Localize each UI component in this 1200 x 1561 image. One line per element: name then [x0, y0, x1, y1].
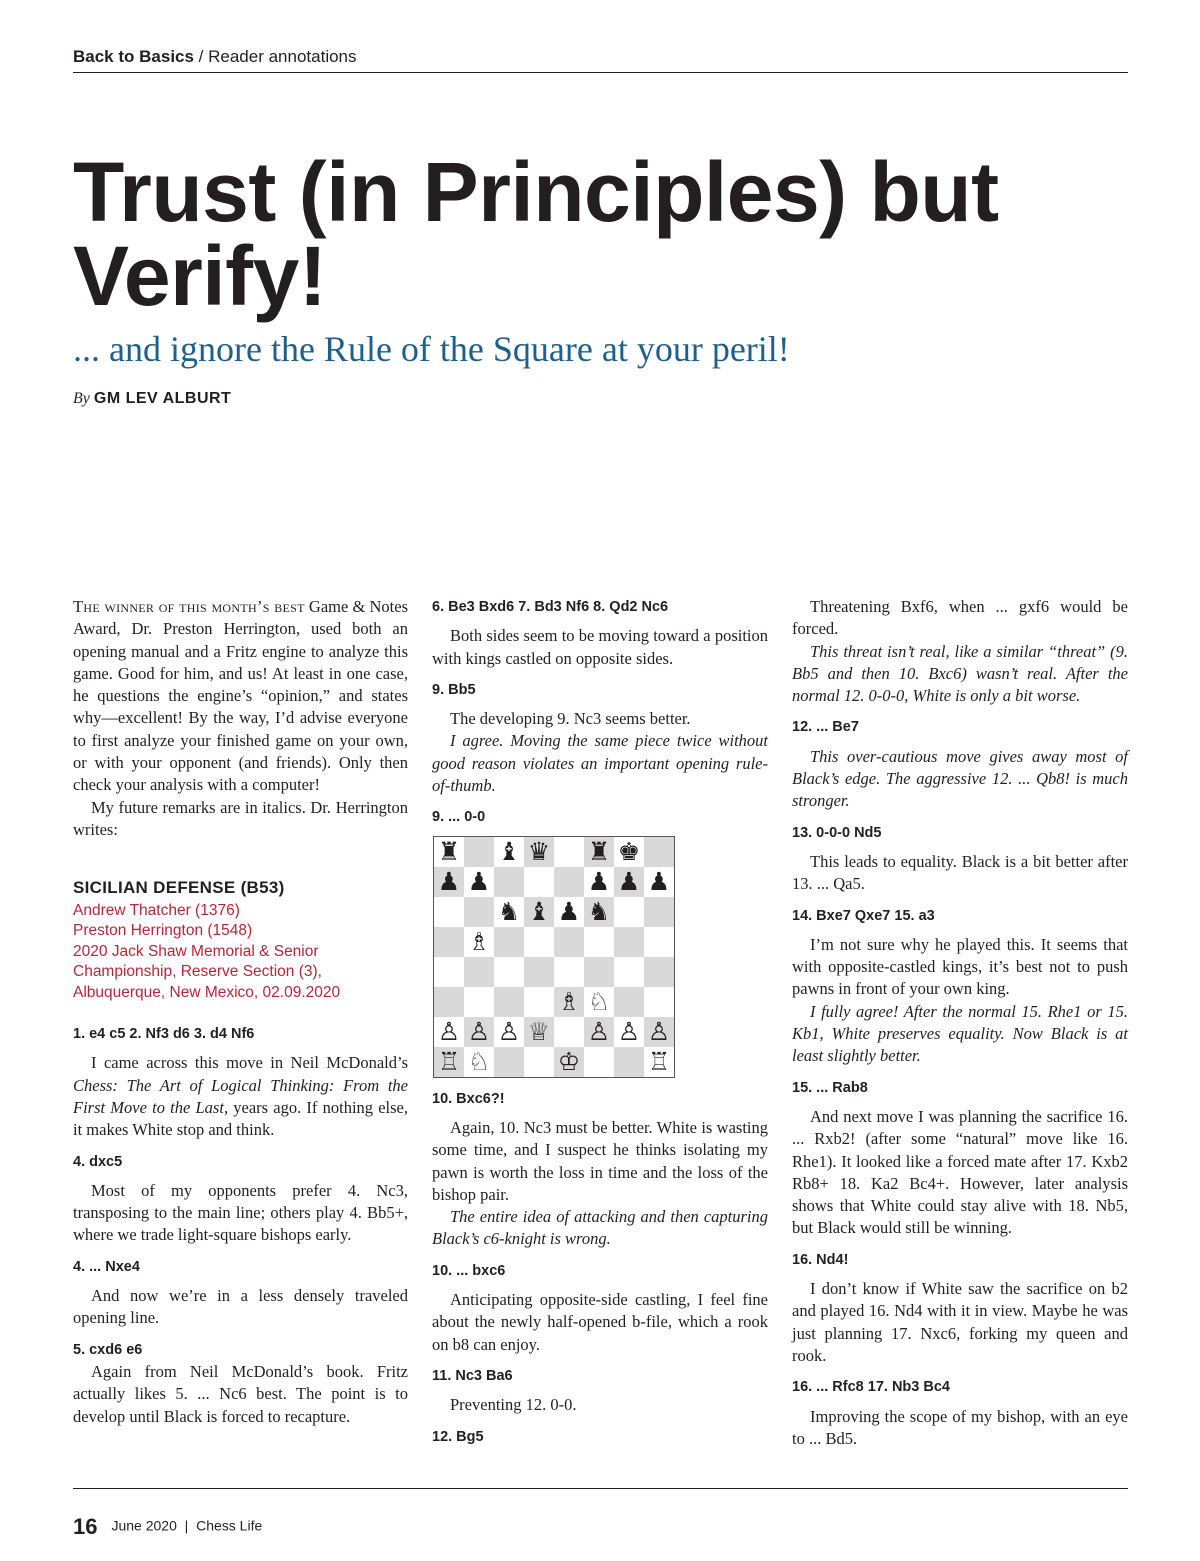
- paragraph: Preventing 12. 0-0.: [450, 1395, 577, 1415]
- board-square: [644, 987, 674, 1017]
- board-square: [614, 987, 644, 1017]
- magazine-name: Chess Life: [196, 1517, 263, 1534]
- page-footer: [73, 1514, 262, 1540]
- move-heading: 9. Bb5: [432, 681, 476, 698]
- move-heading: 16. ... Rfc8 17. Nb3 Bc4: [792, 1379, 950, 1396]
- column-1: [73, 596, 408, 1428]
- move-heading: 9. ... 0-0: [432, 809, 486, 826]
- board-square: [494, 957, 524, 987]
- board-square: [524, 1047, 554, 1077]
- byline-author: GM LEV ALBURT: [93, 390, 232, 407]
- board-square: [554, 867, 584, 897]
- board-square: [614, 897, 644, 927]
- paragraph: Improving the scope of my bishop, with an eye to ... Bd5.: [792, 1406, 1128, 1448]
- issue-date: June 2020: [111, 1517, 177, 1534]
- move-heading: 16. Nd4!: [792, 1251, 849, 1268]
- paragraph: Again from Neil McDonald’s book. Fritz actually likes 5. ... Nc6 best. The point is to develop until Black is forced to recapture.: [73, 1361, 408, 1426]
- column-2: [432, 596, 768, 1455]
- chess-diagram: [433, 836, 675, 1078]
- board-square: [554, 837, 584, 867]
- black-bishop-icon: ♝: [524, 897, 554, 927]
- intro-small-caps: The winner of this month’s best: [73, 597, 305, 616]
- board-square: [524, 987, 554, 1017]
- white-pawn-icon: ♙: [434, 1017, 464, 1047]
- board-square: [644, 837, 674, 867]
- move-heading: 12. Bg5: [432, 1428, 484, 1445]
- black-pawn-icon: ♟: [434, 867, 464, 897]
- board-square: [464, 897, 494, 927]
- paragraph: Threatening Bxf6, when ... gxf6 would be forced.: [792, 597, 1128, 639]
- editor-comment: The entire idea of attacking and then capturing Black’s c6-knight is wrong.: [432, 1207, 768, 1249]
- board-square: [464, 987, 494, 1017]
- black-pawn-icon: ♟: [614, 867, 644, 897]
- white-pawn-icon: ♙: [614, 1017, 644, 1047]
- board-square: [644, 897, 674, 927]
- paragraph: I’m not sure why he played this. It seems that with opposite-castled kings, it’s best not to push pawns in front of your own king.: [792, 934, 1128, 999]
- black-rook-icon: ♜: [584, 837, 614, 867]
- board-square: [614, 927, 644, 957]
- move-heading: 13. 0-0-0 Nd5: [792, 824, 882, 841]
- board-square: [644, 927, 674, 957]
- move-heading: 5. cxd6 e6: [73, 1341, 143, 1358]
- book-title: Chess: The Art of Logical Thinking: From the First Move to the Last: [73, 1075, 408, 1117]
- intro-text: Game & Notes Award, Dr. Preston Herrington, used both an opening manual and a Fritz engine to analyze this game. Good for him, and us! At least in one case, he questions the engine’s “opinion,” and states why—excellent! By the way, I’d advise everyone to first analyze your finished game on your own, or with your opponent (and friends). Only then check your analysis with a computer!: [73, 597, 408, 795]
- board-square: [494, 1047, 524, 1077]
- board-square: [584, 957, 614, 987]
- text-run: , years ago. If nothing else, it makes White stop and think.: [73, 1097, 409, 1140]
- game-info: [73, 901, 408, 1004]
- black-pawn-icon: ♟: [584, 867, 614, 897]
- board-square: [614, 957, 644, 987]
- board-square: [464, 837, 494, 867]
- white-pawn-icon: ♙: [464, 1017, 494, 1047]
- white-knight-icon: ♘: [464, 1047, 494, 1077]
- paragraph: And now we’re in a less densely traveled opening line.: [73, 1286, 408, 1328]
- board-square: [434, 897, 464, 927]
- subsection-name: Reader annotations: [208, 47, 357, 66]
- white-knight-icon: ♘: [584, 987, 614, 1017]
- section-name: Back to Basics: [73, 47, 194, 66]
- white-pawn-icon: ♙: [644, 1017, 674, 1047]
- white-pawn-icon: ♙: [494, 1017, 524, 1047]
- move-heading: 6. Be3 Bxd6 7. Bd3 Nf6 8. Qd2 Nc6: [432, 599, 669, 615]
- move-heading: 4. dxc5: [73, 1153, 123, 1170]
- board-square: [494, 867, 524, 897]
- board-square: [524, 957, 554, 987]
- editor-comment: I fully agree! After the normal 15. Rhe1 or 15. Kb1, White preserves equality. Now Black is at least slightly better.: [792, 1001, 1128, 1066]
- page-number: 16: [73, 1514, 98, 1539]
- article-subtitle: ... and ignore the Rule of the Square at your peril!: [73, 329, 790, 369]
- move-heading: 1. e4 c5 2. Nf3 d6 3. d4 Nf6: [73, 1026, 255, 1043]
- black-queen-icon: ♛: [524, 837, 554, 867]
- black-pawn-icon: ♟: [554, 897, 584, 927]
- move-heading: 4. ... Nxe4: [73, 1258, 140, 1275]
- paragraph: The developing 9. Nc3 seems better.: [450, 709, 691, 729]
- board-square: [584, 1047, 614, 1077]
- paragraph: I don’t know if White saw the sacrifice on b2 and played 16. Nd4 with it in view. Maybe he was just planning 17. Nxc6, forking my queen and rook.: [792, 1279, 1128, 1365]
- footer-rule: [73, 1488, 1128, 1489]
- column-3: [792, 596, 1128, 1450]
- board-square: [464, 957, 494, 987]
- black-pawn-icon: ♟: [464, 867, 494, 897]
- editor-comment: This over-cautious move gives away most of Black’s edge. The aggressive 12. ... Qb8! is much stronger.: [792, 746, 1128, 811]
- paragraph: [73, 1052, 408, 1141]
- board-square: [494, 927, 524, 957]
- board-square: [434, 927, 464, 957]
- board-square: [524, 927, 554, 957]
- white-bishop-icon: ♗: [464, 927, 494, 957]
- move-heading: 10. ... bxc6: [432, 1262, 506, 1279]
- move-heading: 14. Bxe7 Qxe7 15. a3: [792, 907, 935, 924]
- white-bishop-icon: ♗: [554, 987, 584, 1017]
- black-knight-icon: ♞: [494, 897, 524, 927]
- black-player: Preston Herrington (1548): [73, 922, 253, 940]
- white-king-icon: ♔: [554, 1047, 584, 1077]
- white-rook-icon: ♖: [434, 1047, 464, 1077]
- board-square: [614, 1047, 644, 1077]
- board-square: [644, 957, 674, 987]
- paragraph: Both sides seem to be moving toward a position with kings castled on opposite sides.: [432, 626, 768, 668]
- paragraph: Anticipating opposite-side castling, I feel fine about the newly half-opened b-file, which a rook on b8 can enjoy.: [432, 1290, 768, 1354]
- paragraph: Most of my opponents prefer 4. Nc3, transposing to the main line; others play 4. Bb5+, where we trade light-square bishops early.: [73, 1180, 408, 1245]
- move-heading: 12. ... Be7: [792, 719, 859, 736]
- opening-heading: SICILIAN DEFENSE (B53): [73, 878, 285, 898]
- footer-separator: |: [184, 1517, 189, 1534]
- move-heading: 11. Nc3 Ba6: [432, 1367, 513, 1384]
- event-line: 2020 Jack Shaw Memorial & Senior: [73, 942, 319, 960]
- paragraph: My future remarks are in italics. Dr. Herrington writes:: [73, 797, 408, 839]
- article-title: Trust (in Principles) but Verify!: [73, 145, 999, 323]
- black-king-icon: ♚: [614, 837, 644, 867]
- board-square: [554, 957, 584, 987]
- black-pawn-icon: ♟: [644, 867, 674, 897]
- board-square: [584, 927, 614, 957]
- move-heading: 15. ... Rab8: [792, 1079, 868, 1096]
- black-knight-icon: ♞: [584, 897, 614, 927]
- board-square: [494, 987, 524, 1017]
- white-player: Andrew Thatcher (1376): [73, 901, 240, 919]
- editor-comment: This threat isn’t real, like a similar “threat” (9. Bb5 and then 10. Bxc6) wasn’t real. After the normal 12. 0-0-0, White is only a bit worse.: [792, 641, 1128, 706]
- intro-paragraph: [73, 596, 408, 797]
- board-square: [434, 987, 464, 1017]
- event-line: Albuquerque, New Mexico, 02.09.2020: [73, 983, 341, 1001]
- black-bishop-icon: ♝: [494, 837, 524, 867]
- board-square: [554, 927, 584, 957]
- paragraph: And next move I was planning the sacrifice 16. ... Rxb2! (after some “natural” move like 16. Rhe1). It looked like a forced mate after 17. Kxb2 Rb8+ 18. Ka2 Bc4+. However, later analysis shows that White could stay alive with 18. Nb5, but Black would still be winning.: [792, 1106, 1128, 1238]
- section-header: [73, 47, 357, 67]
- white-rook-icon: ♖: [644, 1047, 674, 1077]
- white-pawn-icon: ♙: [584, 1017, 614, 1047]
- board-square: [434, 957, 464, 987]
- paragraph: This leads to equality. Black is a bit better after 13. ... Qa5.: [792, 851, 1128, 894]
- section-separator: /: [193, 47, 209, 66]
- text-run: I came across this move in Neil McDonald’s: [91, 1053, 408, 1073]
- paragraph: Again, 10. Nc3 must be better. White is wasting some time, and I suspect he thinks isolating my pawn is worth the loss in time and the loss of the bishop pair.: [432, 1117, 768, 1204]
- event-line: Championship, Reserve Section (3),: [73, 963, 322, 981]
- black-rook-icon: ♜: [434, 837, 464, 867]
- byline: [73, 390, 231, 408]
- move-heading: 10. Bxc6?!: [432, 1090, 505, 1107]
- white-queen-icon: ♕: [524, 1017, 554, 1047]
- editor-comment: I agree. Moving the same piece twice without good reason violates an important opening rule-of-thumb.: [432, 731, 768, 796]
- board-square: [554, 1017, 584, 1047]
- header-rule: [73, 72, 1128, 73]
- board-square: [524, 867, 554, 897]
- byline-by: By: [73, 390, 90, 407]
